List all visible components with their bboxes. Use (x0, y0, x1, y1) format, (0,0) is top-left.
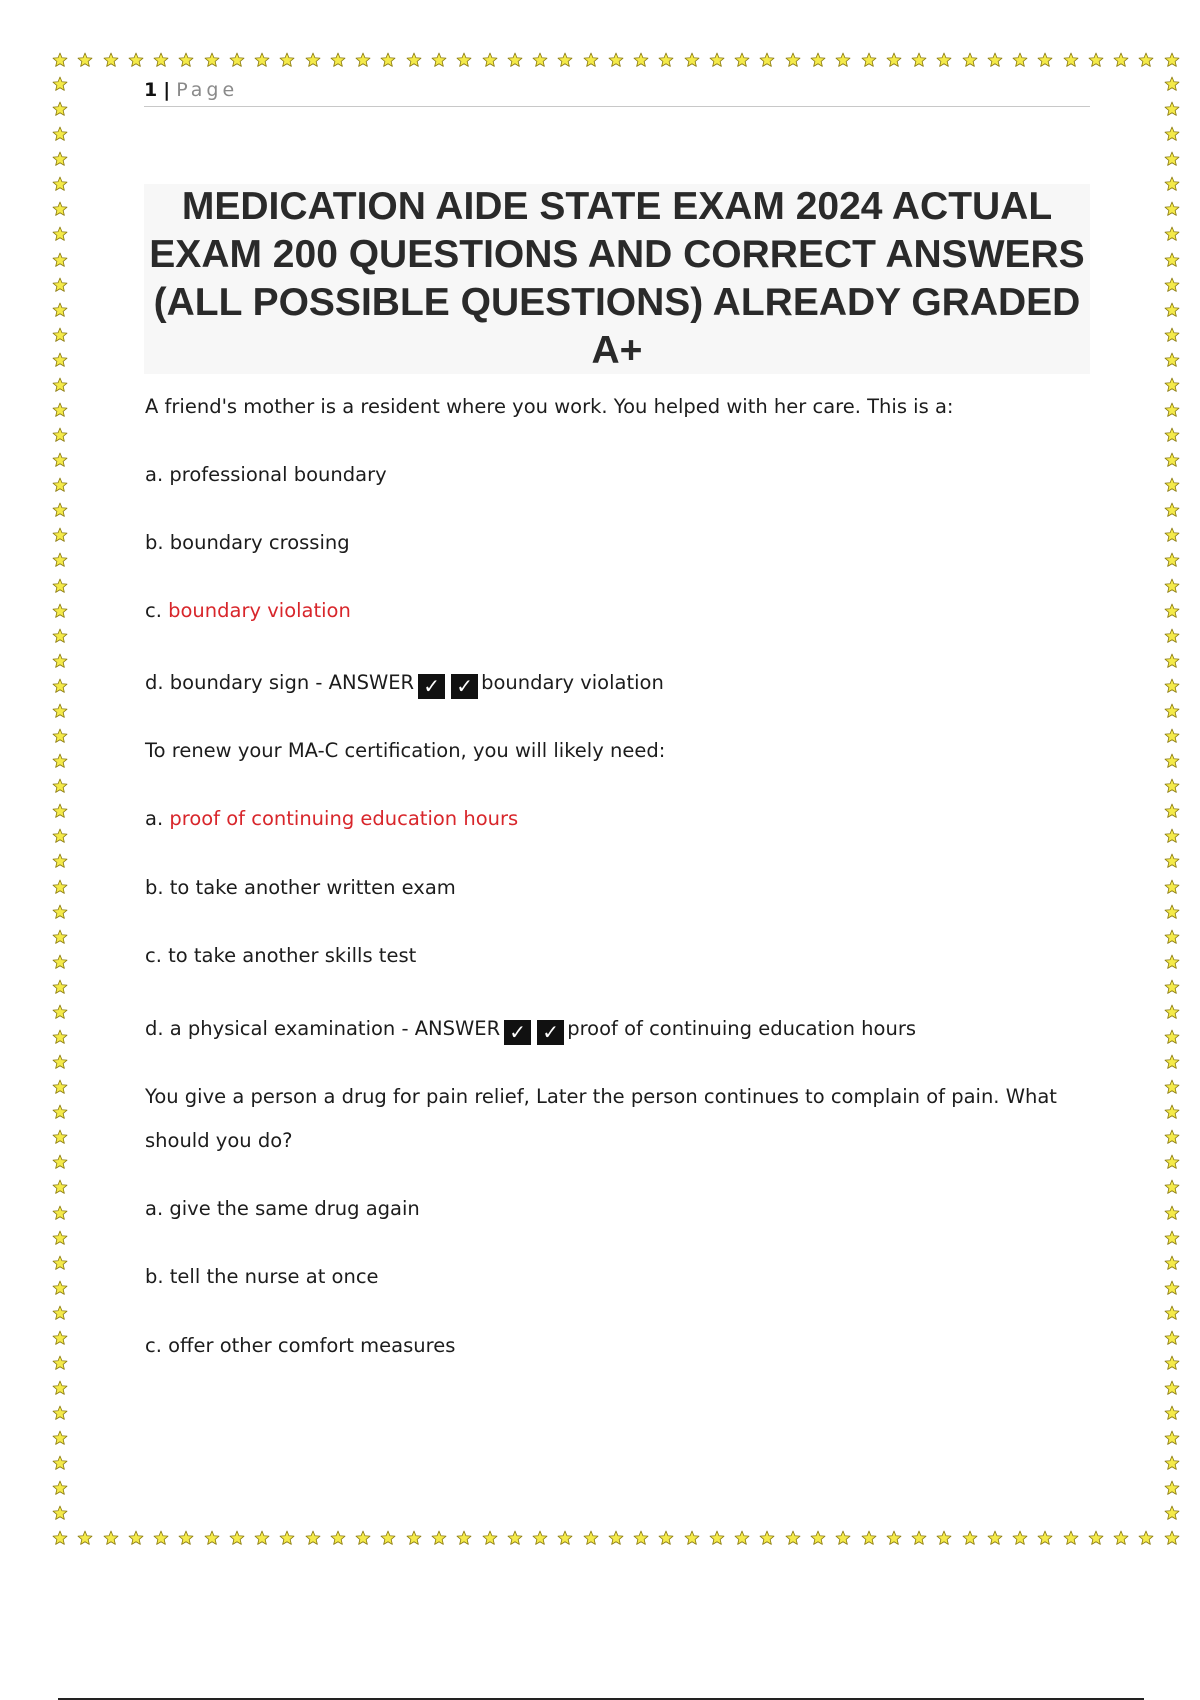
star-icon (1164, 728, 1180, 744)
star-icon (1164, 101, 1180, 117)
option-prefix: b. (145, 1265, 170, 1288)
option-text: give the same drug again (169, 1197, 420, 1220)
star-icon (52, 678, 68, 694)
question-1-option-d (145, 671, 664, 699)
star-icon (52, 1530, 68, 1546)
star-icon (229, 1530, 245, 1546)
star-icon (810, 52, 826, 68)
star-icon (52, 653, 68, 669)
option-text: to take another written exam (169, 876, 456, 899)
star-icon (380, 52, 396, 68)
star-icon (1164, 52, 1180, 68)
star-icon (608, 52, 624, 68)
star-icon (1164, 1505, 1180, 1521)
star-icon (52, 176, 68, 192)
star-icon (52, 377, 68, 393)
star-icon (1164, 979, 1180, 995)
star-icon (583, 52, 599, 68)
star-icon (633, 1530, 649, 1546)
star-icon (254, 52, 270, 68)
star-icon (886, 52, 902, 68)
star-icon (1164, 352, 1180, 368)
star-icon (52, 703, 68, 719)
star-icon (911, 1530, 927, 1546)
star-icon (52, 803, 68, 819)
star-icon (1164, 954, 1180, 970)
star-icon (1164, 452, 1180, 468)
star-icon (734, 52, 750, 68)
star-icon (1164, 1280, 1180, 1296)
star-icon (52, 728, 68, 744)
star-icon (507, 1530, 523, 1546)
star-icon (52, 277, 68, 293)
star-icon (103, 1530, 119, 1546)
star-icon (52, 1029, 68, 1045)
star-icon (279, 52, 295, 68)
star-icon (52, 452, 68, 468)
star-icon (1164, 703, 1180, 719)
option-prefix: c. (145, 1334, 169, 1357)
star-icon (1164, 929, 1180, 945)
star-icon (785, 1530, 801, 1546)
star-icon (52, 1054, 68, 1070)
star-icon (128, 52, 144, 68)
star-icon (52, 76, 68, 92)
star-icon (52, 1004, 68, 1020)
star-icon (52, 327, 68, 343)
star-icon (1164, 1004, 1180, 1020)
star-icon (709, 52, 725, 68)
star-icon (52, 151, 68, 167)
star-icon (229, 52, 245, 68)
star-icon (52, 1405, 68, 1421)
star-icon (1164, 277, 1180, 293)
star-icon (128, 1530, 144, 1546)
star-icon (1164, 126, 1180, 142)
star-icon (52, 126, 68, 142)
star-icon (1164, 853, 1180, 869)
star-icon (1164, 1380, 1180, 1396)
star-icon (52, 1505, 68, 1521)
star-icon (1164, 552, 1180, 568)
answer-text: proof of continuing education hours (567, 1017, 916, 1040)
star-icon (532, 52, 548, 68)
star-icon (1164, 327, 1180, 343)
star-icon (583, 1530, 599, 1546)
star-icon (52, 302, 68, 318)
star-icon (1164, 252, 1180, 268)
star-icon (1037, 1530, 1053, 1546)
star-icon (52, 904, 68, 920)
star-icon (1164, 1455, 1180, 1471)
star-icon (52, 778, 68, 794)
option-prefix: a. (145, 807, 170, 830)
star-icon (52, 929, 68, 945)
star-icon (330, 1530, 346, 1546)
star-icon (153, 52, 169, 68)
star-icon (1164, 603, 1180, 619)
star-icon (861, 52, 877, 68)
star-icon (1164, 201, 1180, 217)
star-icon (1164, 1230, 1180, 1246)
star-icon (305, 52, 321, 68)
star-icon (734, 1530, 750, 1546)
star-icon (52, 352, 68, 368)
star-icon (1164, 653, 1180, 669)
star-icon (1012, 1530, 1028, 1546)
star-icon (52, 1380, 68, 1396)
star-icon (52, 1154, 68, 1170)
star-icon (1164, 879, 1180, 895)
star-icon (330, 52, 346, 68)
star-icon (1164, 527, 1180, 543)
star-icon (911, 52, 927, 68)
star-icon (52, 628, 68, 644)
star-icon (456, 1530, 472, 1546)
star-icon (52, 1255, 68, 1271)
star-icon (1164, 678, 1180, 694)
option-text: boundary crossing (169, 531, 350, 554)
star-icon (608, 1530, 624, 1546)
star-icon (52, 578, 68, 594)
star-icon (1164, 302, 1180, 318)
option-text: to take another skills test (168, 944, 417, 967)
star-icon (936, 52, 952, 68)
star-icon (759, 1530, 775, 1546)
star-icon (1164, 1430, 1180, 1446)
star-icon (52, 603, 68, 619)
star-icon (1164, 828, 1180, 844)
star-icon (380, 1530, 396, 1546)
star-icon (1164, 477, 1180, 493)
star-icon (1012, 52, 1028, 68)
star-icon (1164, 904, 1180, 920)
page-label: Page (176, 79, 239, 101)
checkmark-icon: ✓ (504, 1020, 531, 1045)
star-icon (1164, 1355, 1180, 1371)
star-icon (886, 1530, 902, 1546)
star-icon (52, 1480, 68, 1496)
star-icon (52, 1079, 68, 1095)
option-prefix: c. (145, 944, 169, 967)
star-icon (1164, 176, 1180, 192)
star-icon (77, 52, 93, 68)
star-icon (1113, 52, 1129, 68)
star-icon (52, 1430, 68, 1446)
star-icon (456, 52, 472, 68)
star-icon (52, 402, 68, 418)
correct-option-text: proof of continuing education hours (169, 807, 519, 830)
star-icon (759, 52, 775, 68)
star-icon (204, 1530, 220, 1546)
star-icon (1164, 578, 1180, 594)
star-icon (1164, 1405, 1180, 1421)
star-icon (52, 879, 68, 895)
question-2-option-b (145, 876, 456, 899)
star-icon (962, 52, 978, 68)
star-icon (305, 1530, 321, 1546)
star-icon (987, 1530, 1003, 1546)
star-icon (279, 1530, 295, 1546)
star-icon (52, 1179, 68, 1195)
checkmark-icon: ✓ (537, 1020, 564, 1045)
star-icon (1164, 226, 1180, 242)
star-icon (658, 1530, 674, 1546)
option-prefix: d. (145, 671, 170, 694)
star-icon (532, 1530, 548, 1546)
star-icon (1164, 1530, 1180, 1546)
star-icon (52, 954, 68, 970)
header-separator: | (163, 79, 171, 101)
star-icon (52, 427, 68, 443)
star-icon (355, 52, 371, 68)
star-icon (52, 226, 68, 242)
star-icon (1088, 52, 1104, 68)
question-1-option-a (145, 463, 387, 486)
star-icon (52, 477, 68, 493)
option-prefix: a. (145, 1197, 170, 1220)
option-text: boundary sign - ANSWER (169, 671, 415, 694)
star-icon (52, 1205, 68, 1221)
star-icon (1164, 76, 1180, 92)
star-icon (1164, 1029, 1180, 1045)
star-border-left (52, 76, 68, 1522)
star-icon (1164, 1305, 1180, 1321)
star-icon (1164, 628, 1180, 644)
star-icon (936, 1530, 952, 1546)
option-prefix: a. (145, 463, 170, 486)
star-icon (1164, 1104, 1180, 1120)
option-prefix: b. (145, 531, 170, 554)
question-2-option-a (145, 807, 518, 830)
star-icon (52, 1330, 68, 1346)
question-3-stem-line-2: should you do? (145, 1129, 293, 1152)
star-icon (1164, 1129, 1180, 1145)
option-text: offer other comfort measures (168, 1334, 456, 1357)
star-icon (178, 1530, 194, 1546)
star-icon (52, 527, 68, 543)
star-icon (52, 1305, 68, 1321)
star-icon (52, 101, 68, 117)
star-icon (52, 753, 68, 769)
question-3-option-c (145, 1334, 455, 1357)
question-3-option-a (145, 1197, 420, 1220)
star-icon (557, 52, 573, 68)
star-border-top (52, 52, 1180, 68)
star-icon (1164, 427, 1180, 443)
star-icon (835, 52, 851, 68)
star-icon (1037, 52, 1053, 68)
star-icon (52, 1230, 68, 1246)
star-icon (52, 979, 68, 995)
star-icon (103, 52, 119, 68)
question-3-stem-line-1: You give a person a drug for pain relief, Later the person continues to complain of pain. What (145, 1085, 1057, 1108)
star-icon (204, 52, 220, 68)
star-icon (1164, 1330, 1180, 1346)
star-border-bottom (52, 1530, 1180, 1546)
star-icon (810, 1530, 826, 1546)
question-1-stem: A friend's mother is a resident where you work. You helped with her care. This is a: (145, 395, 954, 418)
star-icon (709, 1530, 725, 1546)
star-icon (1164, 377, 1180, 393)
star-icon (482, 1530, 498, 1546)
star-icon (1164, 1179, 1180, 1195)
page-header (144, 74, 1090, 107)
star-icon (52, 828, 68, 844)
star-icon (1164, 402, 1180, 418)
star-icon (52, 853, 68, 869)
star-icon (254, 1530, 270, 1546)
question-1-option-b (145, 531, 350, 554)
star-icon (1063, 1530, 1079, 1546)
page-number: 1 (144, 79, 158, 101)
star-icon (987, 52, 1003, 68)
star-icon (1113, 1530, 1129, 1546)
star-icon (52, 201, 68, 217)
star-icon (52, 1104, 68, 1120)
question-2-option-c (145, 944, 416, 967)
star-icon (785, 52, 801, 68)
star-icon (406, 1530, 422, 1546)
question-1-option-c (145, 599, 351, 622)
star-icon (557, 1530, 573, 1546)
star-icon (52, 1455, 68, 1471)
star-icon (684, 52, 700, 68)
star-icon (1164, 502, 1180, 518)
star-icon (52, 502, 68, 518)
option-text: a physical examination - ANSWER (169, 1017, 501, 1040)
star-icon (1164, 1079, 1180, 1095)
star-icon (1164, 1054, 1180, 1070)
answer-text: boundary violation (481, 671, 664, 694)
question-3-option-b (145, 1265, 379, 1288)
star-icon (861, 1530, 877, 1546)
question-2-option-d (145, 1017, 916, 1045)
star-icon (178, 52, 194, 68)
star-icon (1164, 1154, 1180, 1170)
star-icon (658, 52, 674, 68)
star-icon (77, 1530, 93, 1546)
star-icon (962, 1530, 978, 1546)
star-icon (52, 52, 68, 68)
star-icon (482, 52, 498, 68)
star-icon (1164, 803, 1180, 819)
star-icon (507, 52, 523, 68)
star-icon (1164, 151, 1180, 167)
star-border-right (1164, 76, 1180, 1522)
star-icon (684, 1530, 700, 1546)
star-icon (153, 1530, 169, 1546)
star-icon (1164, 1480, 1180, 1496)
star-icon (52, 1355, 68, 1371)
star-icon (633, 52, 649, 68)
option-prefix: c. (145, 599, 169, 622)
star-icon (52, 1280, 68, 1296)
checkmark-icon: ✓ (451, 674, 478, 699)
checkmark-icon: ✓ (418, 674, 445, 699)
document-title: MEDICATION AIDE STATE EXAM 2024 ACTUAL EXAM 200 QUESTIONS AND CORRECT ANSWERS (ALL POSSIBLE QUESTIONS) ALREADY GRADED A+ (149, 185, 1085, 372)
star-icon (431, 52, 447, 68)
star-icon (52, 252, 68, 268)
star-icon (835, 1530, 851, 1546)
star-icon (1138, 52, 1154, 68)
star-icon (52, 552, 68, 568)
star-icon (1164, 1255, 1180, 1271)
star-icon (1063, 52, 1079, 68)
star-icon (1164, 753, 1180, 769)
star-icon (431, 1530, 447, 1546)
star-icon (1164, 778, 1180, 794)
correct-option-text: boundary violation (168, 599, 351, 622)
star-icon (1088, 1530, 1104, 1546)
option-prefix: b. (145, 876, 170, 899)
star-icon (1164, 1205, 1180, 1221)
option-text: tell the nurse at once (169, 1265, 379, 1288)
star-icon (406, 52, 422, 68)
option-prefix: d. (145, 1017, 170, 1040)
star-icon (52, 1129, 68, 1145)
option-text: professional boundary (169, 463, 387, 486)
star-icon (1138, 1530, 1154, 1546)
title-box (144, 184, 1090, 374)
star-icon (355, 1530, 371, 1546)
question-2-stem: To renew your MA-C certification, you will likely need: (145, 739, 666, 762)
